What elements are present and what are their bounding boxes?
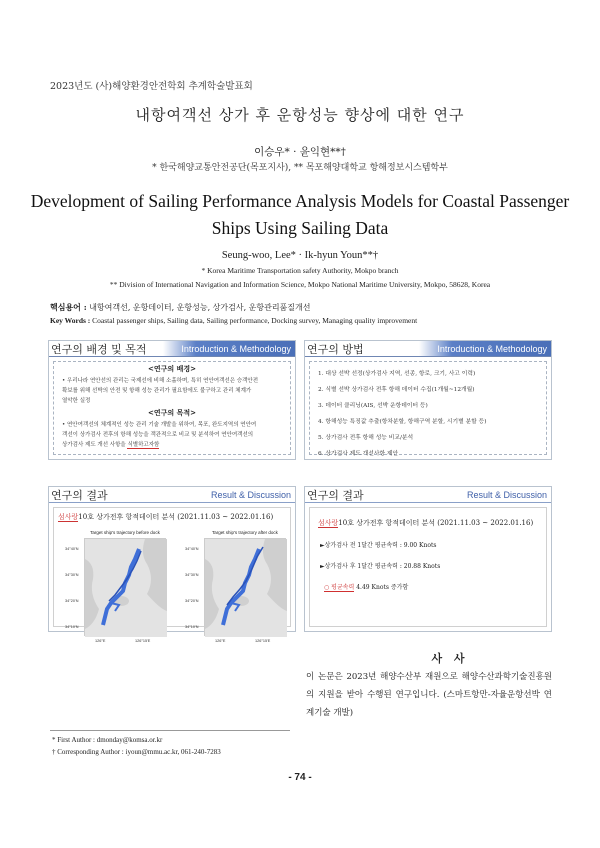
- result-speed-content: [309, 507, 547, 627]
- paper-title-english: [20, 188, 580, 242]
- ship-name: 섬사랑: [58, 513, 79, 521]
- result-maps-panel: [48, 486, 296, 643]
- paper-title-korean: 내항여객선 상가 후 운항성능 향상에 대한 연구: [135, 106, 465, 124]
- background-subheading: <연구의 배경>: [148, 364, 196, 373]
- lat-label: 34°30'N: [185, 573, 199, 577]
- method-list: [310, 362, 546, 462]
- acknowledgment-text: 이 논문은 2023년 해양수산부 재원으로 해양수산과학기술진흥원의 지원을 받아 수행된 연구입니다. (스마트항만-자율운항선박 연계기술 개발): [306, 672, 552, 718]
- result-heading-rest: 10호 상가전후 항적데이터 분석 (2021.11.03 ~ 2022.01.16): [78, 513, 274, 521]
- speed-increase-label: ○ 평균속력: [324, 584, 355, 591]
- map-before-caption: Target ship's trajectory before dock: [90, 530, 160, 535]
- title-en-line1: Development of Sailing Performance Analysis Models for Coastal Passenger: [30, 191, 570, 211]
- method-title-kr: 연구의 방법: [307, 342, 364, 356]
- result-speed-heading: [310, 508, 546, 528]
- background-title-kr: 연구의 배경 및 목적: [51, 342, 147, 356]
- speed-increase: [310, 570, 546, 591]
- acknowledgment-title: 사 사: [431, 652, 469, 665]
- lat-label: 34°20'N: [185, 599, 199, 603]
- footnote-corresponding-author: † Corresponding Author : iyoun@mmu.ac.kr, 061-240-7283: [52, 748, 221, 756]
- result2-title-kr: 연구의 결과: [307, 488, 364, 502]
- lon-label: 126°E: [95, 639, 106, 643]
- result-maps-header: [49, 487, 295, 503]
- bullet1-line1: • 우리나라 연안선의 관리는 국제선에 비해 소홀하며, 특히 연안여객선은 승객안전: [62, 378, 259, 384]
- lon-label: 126°15'E: [255, 639, 271, 643]
- background-bullet: [54, 374, 290, 406]
- title-en-line2: Ships Using Sailing Data: [211, 218, 389, 238]
- affiliations-korean: * 한국해양교통안전공단(목포지사), ** 목포해양대학교 항해정보시스템학부: [152, 163, 448, 173]
- lon-label: 126°15'E: [135, 639, 151, 643]
- keywords-english-text: Coastal passenger ships, Sailing data, Sailing performance, Docking survey, Managing quality improvement: [92, 316, 418, 325]
- keywords-korean: [50, 302, 310, 313]
- speed-after: ►상가검사 후 1달간 평균속력 : 20.88 Knots: [320, 563, 441, 570]
- method-panel: [304, 340, 552, 460]
- result-title-kr: 연구의 결과: [51, 488, 108, 502]
- background-panel-header: [49, 341, 295, 357]
- method-item: 2. 식별 선박 상가검사 전후 항해 데이터 수집(1개월~12개월): [318, 387, 475, 393]
- bullet2-line1: • 연안여객선의 체계적인 성능 관리 기술 개발을 위하여, 목포, 완도지역의 연안여: [62, 422, 257, 428]
- speed-increase-value: 4.49 Knots 증가함: [354, 584, 409, 591]
- purpose-subheading: <연구의 목적>: [148, 408, 196, 417]
- page-number: - 74 -: [288, 772, 312, 783]
- background-panel: [48, 340, 296, 460]
- result-maps-content: [53, 507, 291, 643]
- result2-title-en: Result & Discussion: [449, 487, 551, 502]
- authors-english: Seung-woo, Lee* · Ik-hyun Youn**†: [221, 250, 379, 261]
- lon-label: 126°E: [215, 639, 226, 643]
- bullet1-line3: 열악한 실정: [62, 398, 91, 404]
- result-title-en: Result & Discussion: [193, 487, 295, 502]
- keywords-english: [50, 316, 417, 325]
- keywords-korean-text: 내항여객선, 운항데이터, 운항성능, 상가검사, 운항관리품질개선: [89, 303, 311, 312]
- lat-label: 34°40'N: [65, 547, 79, 551]
- result-speed-header: [305, 487, 551, 503]
- method-item: 3. 데이터 클리닝(AIS, 선박 운항데이터 등): [318, 403, 428, 409]
- background-content-box: [53, 361, 291, 455]
- footnote-divider: [50, 730, 290, 731]
- method-item: 6. 상가검사 제도 개선사항 제안: [318, 451, 399, 457]
- bullet2-line3-text: 상가검사 제도 개선 사항을: [62, 442, 128, 448]
- bullet1-line2: 확보를 위해 선박의 안전 및 항해 성능 관리가 필요함에도 불구하고 관리 체계가: [62, 388, 252, 394]
- purpose-bullet: [54, 418, 290, 450]
- result2-heading-rest: 10호 상가전후 항적데이터 분석 (2021.11.03 ~ 2022.01.16): [338, 519, 534, 527]
- lat-label: 34°20'N: [65, 599, 79, 603]
- method-item: 5. 상가검사 전후 항해 성능 비교/분석: [318, 435, 414, 441]
- map-after-graphic: [205, 539, 287, 637]
- lat-label: 34°40'N: [185, 547, 199, 551]
- trajectory-map-after: [185, 530, 286, 643]
- bullet2-line3-highlight: 식별하고자함: [127, 442, 160, 448]
- trajectory-map-before: [65, 530, 166, 643]
- lat-label: 34°10'N: [185, 625, 199, 629]
- keywords-korean-label: 핵심용어 :: [50, 302, 87, 312]
- affiliation-english-1: * Korea Maritime Transportation safety Authority, Mokpo branch: [201, 266, 399, 275]
- footnote-first-author: * First Author : dmonday@komsa.or.kr: [52, 736, 163, 744]
- map-after-caption: Target ship's trajectory after dock: [212, 530, 278, 535]
- ship-name-2: 섬사랑: [318, 519, 339, 527]
- method-item: 4. 항해성능 특징값 추출(항차분할, 항해구역 분할, 시기별 분할 등): [318, 419, 487, 425]
- result-speed-panel: [304, 486, 552, 632]
- speed-before: ►상가검사 전 1달간 평균속력 : 9.00 Knots: [320, 542, 437, 549]
- lat-label: 34°10'N: [65, 625, 79, 629]
- method-panel-header: [305, 341, 551, 357]
- bullet2-line3: [62, 440, 284, 450]
- method-title-en: Introduction & Methodology: [419, 341, 551, 356]
- affiliation-english-2: ** Division of International Navigation and Information Science, Mokpo National Maritime University, Mokpo, 58628, Korea: [109, 280, 491, 289]
- map-before-graphic: [85, 539, 167, 637]
- method-item: 1. 대상 선박 선정(상가검사 지역, 선종, 항로, 크기, 사고 이력): [318, 371, 476, 377]
- bullet2-line2: 객선이 상가검사 전후의 항해 성능을 객관적으로 비교 및 분석하여 연안여객선의: [62, 432, 254, 438]
- method-content-box: [309, 361, 547, 455]
- authors-korean: 이승우* · 윤익현**†: [254, 146, 346, 158]
- conference-name: 2023년도 (사)해양환경안전학회 추계학술발표회: [50, 81, 253, 92]
- result-maps-heading: [54, 508, 290, 522]
- lat-label: 34°30'N: [65, 573, 79, 577]
- background-title-en: Introduction & Methodology: [163, 341, 295, 356]
- keywords-english-label: Key Words :: [50, 316, 91, 325]
